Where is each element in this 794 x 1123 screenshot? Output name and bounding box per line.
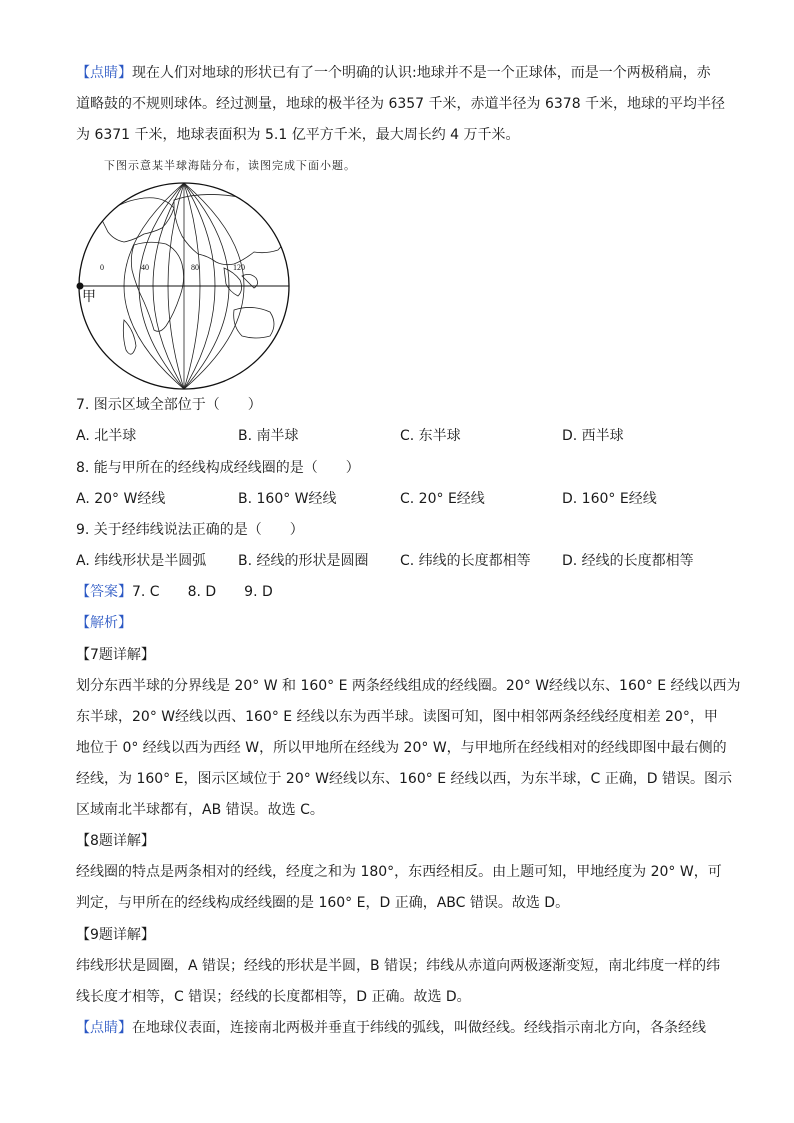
question-8-stem: 8. 能与甲所在的经线构成经线圈的是（ ） [76, 460, 360, 476]
detail-8-line-2: 判定，与甲所在的经线构成经线圈的是 160° E，D 正确，ABC 错误。故选 D。 [76, 895, 570, 911]
q9-option-c: C. 纬线的长度都相等 [400, 553, 531, 569]
q9-option-b: B. 经线的形状是圆圈 [238, 553, 369, 569]
note-2-text: 在地球仪表面，连接南北两极并垂直于纬线的弧线，叫做经线。经线指示南北方向，各条经线 [132, 1020, 706, 1036]
detail-7-title: 【7题详解】 [76, 647, 155, 663]
figure-intro: 下图示意某半球海陆分布，读图完成下面小题。 [104, 159, 356, 172]
note-paragraph-line-2: 道略鼓的不规则球体。经过测量，地球的极半径为 6357 千米，赤道半径为 6378 千米，地球的平均半径 [76, 96, 726, 112]
detail-9-line-2: 线长度才相等，C 错误；经线的长度都相等，D 正确。故选 D。 [76, 989, 471, 1005]
q7-option-c: C. 东半球 [400, 428, 461, 444]
detail-8-title: 【8题详解】 [76, 833, 155, 849]
q7-option-a: A. 北半球 [76, 428, 137, 444]
q8-option-b: B. 160° W经线 [238, 491, 337, 507]
longitude-label-0: 0 [100, 263, 104, 272]
hemisphere-map [74, 180, 294, 392]
detail-9-line-1: 纬线形状是圆圈，A 错误；经线的形状是半圆，B 错误；纬线从赤道向两极逐渐变短，南北纬度一样的纬 [76, 958, 721, 974]
note-paragraph-line-3: 为 6371 千米，地球表面积为 5.1 亿平方千米，最大周长约 4 万千米。 [76, 127, 520, 143]
note-text: 现在人们对地球的形状已有了一个明确的认识:地球并不是一个正球体，而是一个两极稍扁，赤 [132, 65, 711, 81]
q9-option-d: D. 经线的长度都相等 [562, 553, 694, 569]
detail-7-line-1: 划分东西半球的分界线是 20° W 和 160° E 两条经线组成的经线圈。20° W经线以东、160° E 经线以西为 [76, 678, 741, 694]
point-jia-label: 甲 [82, 288, 96, 304]
note-2-tag: 【点睛】 [76, 1020, 132, 1036]
note-paragraph-line-1 [76, 63, 711, 83]
detail-7-line-4: 经线，为 160° E，图示区域位于 20° W经线以东、160° E 经线以西，为东半球，C 正确，D 错误。图示 [76, 771, 732, 787]
longitude-label-40: 40 [141, 263, 149, 272]
detail-7-line-5: 区域南北半球都有，AB 错误。故选 C。 [76, 802, 324, 818]
detail-7-line-2: 东半球，20° W经线以西、160° E 经线以东为西半球。读图可知，图中相邻两条经线经度相差 20°，甲 [76, 709, 718, 725]
longitude-label-120: 120 [233, 263, 245, 272]
q8-option-d: D. 160° E经线 [562, 491, 657, 507]
longitude-label-80: 80 [191, 263, 199, 272]
answer-text: 7. C 8. D 9. D [132, 584, 273, 600]
detail-9-title: 【9题详解】 [76, 927, 155, 943]
answer-line [76, 582, 273, 602]
q8-option-a: A. 20° W经线 [76, 491, 166, 507]
question-7-stem: 7. 图示区域全部位于（ ） [76, 397, 262, 413]
detail-7-line-3: 地位于 0° 经线以西为西经 W，所以甲地所在经线为 20° W，与甲地所在经线相对的经线即图中最右侧的 [76, 740, 727, 756]
answer-tag: 【答案】 [76, 584, 132, 600]
detail-8-line-1: 经线圈的特点是两条相对的经线，经度之和为 180°，东西经相反。由上题可知，甲地经度为 20° W，可 [76, 864, 722, 880]
q8-option-c: C. 20° E经线 [400, 491, 485, 507]
q7-option-d: D. 西半球 [562, 428, 624, 444]
note-tag: 【点睛】 [76, 65, 132, 81]
note-2-line-1 [76, 1018, 706, 1038]
q9-option-a: A. 纬线形状是半圆弧 [76, 553, 207, 569]
q7-option-b: B. 南半球 [238, 428, 299, 444]
question-9-stem: 9. 关于经纬线说法正确的是（ ） [76, 522, 304, 538]
analysis-heading: 【解析】 [76, 615, 132, 631]
